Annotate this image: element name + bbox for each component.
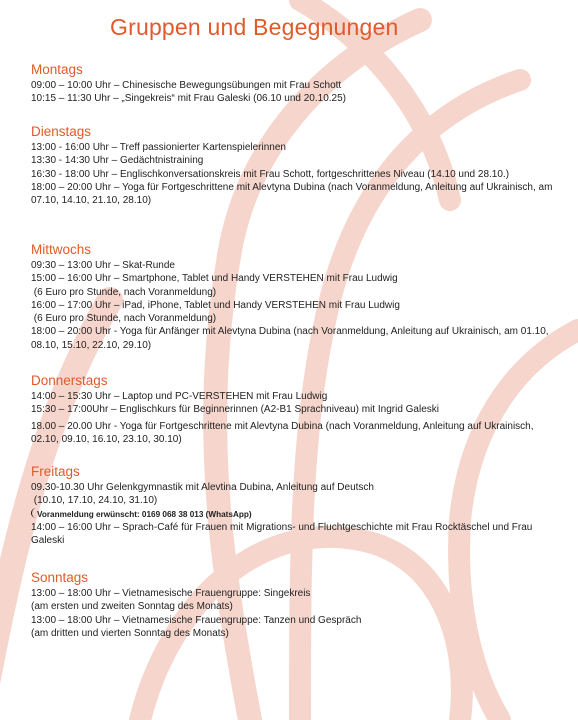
- schedule-line: 16:30 - 18:00 Uhr – Englischkonversationskreis mit Frau Schott, fortgeschrittenes Niveau (14.10 und 28.10.): [31, 168, 510, 180]
- registration-note: [31, 508, 561, 521]
- day-heading: Donnerstags: [31, 373, 108, 388]
- schedule-line: 18:00 – 20:00 Uhr – Yoga für Fortgeschrittene mit Alevtyna Dubina (nach Voranmeldung, Anleitung auf Ukrainisch, am 07.10, 14.10, 21.10, 28.10): [31, 181, 556, 207]
- schedule-line: 18:00 – 20:00 Uhr - Yoga für Anfänger mit Alevtyna Dubina (nach Voranmeldung, Anleitung auf Ukrainisch, am 01.10, 08.10, 15.10, 22.10, 29.10): [31, 326, 552, 351]
- bracket-mark: [31, 508, 36, 518]
- day-heading: Freitags: [31, 464, 80, 479]
- day-heading: Sonntags: [31, 570, 89, 585]
- schedule-line: (6 Euro pro Stunde, nach Voranmeldung): [31, 313, 217, 325]
- page-title: Gruppen und Begegnungen: [110, 14, 399, 40]
- day-section-dienstags: [31, 124, 561, 207]
- schedule-line: (am dritten und vierten Sonntag des Monats): [31, 627, 229, 639]
- schedule-line: 09:30 – 13:00 Uhr – Skat-Runde: [31, 260, 175, 271]
- schedule-line: 14:00 – 16:00 Uhr – Sprach-Café für Frauen mit Migrations- und Fluchtgeschichte mit Frau Rocktäschel und Frau Galeski: [31, 521, 536, 546]
- schedule-line: 09.30-10.30 Uhr Gelenkgymnastik mit Alevtina Dubina, Anleitung auf Deutsch: [31, 482, 374, 493]
- day-section-donnerstags: [31, 373, 561, 446]
- schedule-line: 18.00 – 20.00 Uhr - Yoga für Fortgeschrittene mit Alevtyna Dubina (nach Voranmeldung, Anleitung auf Ukrainisch, 02.10, 09.10, 16.10, 23.10, 30.10): [31, 420, 537, 445]
- day-section-freitags: [31, 464, 561, 547]
- schedule-line: 13:00 - 16:00 Uhr – Treff passionierter Kartenspielerinnen: [31, 142, 286, 153]
- day-section-montags: [31, 62, 561, 106]
- schedule-line: 15:00 – 16:00 Uhr – Smartphone, Tablet und Handy VERSTEHEN mit Frau Ludwig: [31, 273, 398, 285]
- day-heading: Dienstags: [31, 124, 92, 139]
- schedule-line: 13:00 – 18:00 Uhr – Vietnamesische Frauengruppe: Tanzen und Gespräch: [31, 614, 362, 626]
- schedule-line: 13:30 - 14:30 Uhr – Gedächtnistraining: [31, 155, 204, 167]
- schedule-line: 14:00 – 15:30 Uhr – Laptop und PC-VERSTEHEN mit Frau Ludwig: [31, 391, 328, 402]
- schedule-line: (10.10, 17.10, 24.10, 31.10): [31, 495, 158, 507]
- day-heading: Mittwochs: [31, 242, 92, 257]
- schedule-line: (am ersten und zweiten Sonntag des Monats): [31, 601, 233, 613]
- day-heading: Montags: [31, 62, 83, 77]
- schedule-line: 09:00 – 10:00 Uhr – Chinesische Bewegungsübungen mit Frau Schott: [31, 80, 342, 91]
- schedule-line: (6 Euro pro Stunde, nach Voranmeldung): [31, 286, 217, 298]
- day-section-sonntags: [31, 570, 561, 640]
- registration-note-text: Voranmeldung erwünscht: 0169 068 38 013 (WhatsApp): [37, 509, 252, 519]
- schedule-line: 10:15 – 11:30 Uhr – „Singekreis“ mit Frau Galeski (06.10 und 20.10.25): [31, 93, 346, 105]
- schedule-line: 16:00 – 17:00 Uhr – iPad, iPhone, Tablet und Handy VERSTEHEN mit Frau Ludwig: [31, 299, 400, 311]
- day-section-mittwochs: [31, 242, 561, 352]
- schedule-line: 13:00 – 18:00 Uhr – Vietnamesische Frauengruppe: Singekreis: [31, 588, 311, 599]
- schedule-line: 15:30 – 17:00Uhr – Englischkurs für Beginnerinnen (A2-B1 Sprachniveau) mit Ingrid Galeski: [31, 404, 439, 416]
